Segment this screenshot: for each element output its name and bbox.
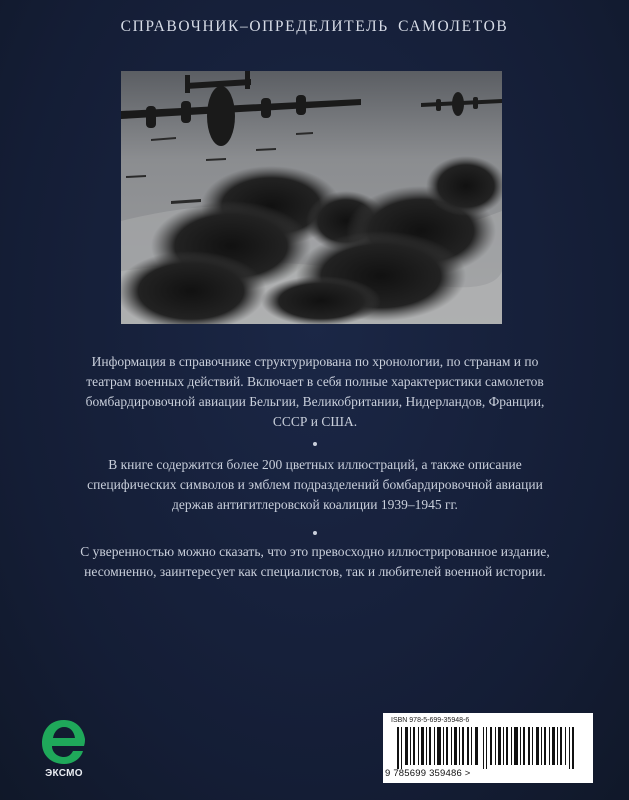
publisher-name: ЭКСМО	[45, 768, 83, 779]
cover-photo-bombers	[121, 71, 502, 324]
barcode-digits: 9 785699 359486 >	[385, 768, 471, 779]
description-paragraph: С уверенностью можно сказать, что это превосходно иллюстрированное издание, несомненно, заинтересует как специалистов, так и любителей военной истории.	[80, 544, 550, 579]
separator-dot	[313, 442, 317, 446]
eksmo-logo-icon	[33, 716, 95, 768]
publisher-logo	[33, 716, 95, 786]
description-paragraph: В книге содержится более 200 цветных иллюстраций, а также описание специфических символов и эмблем подразделений бомбардировочной авиации держав антигитлеровской коалиции 1939–1945 гг.	[87, 457, 543, 512]
barcode-icon	[397, 727, 579, 769]
isbn-barcode-block	[383, 713, 593, 783]
description-paragraph: Информация в справочнике структурирована по хронологии, по странам и по театрам военных действий. Включает в себя полные характеристики самолетов бомбардировочной авиации Бельгии, Великобритании, Нидерландов, Франции, СССР и США.	[85, 354, 545, 429]
isbn-number: ISBN 978-5-699-35948-6	[391, 717, 470, 724]
series-title: СПРАВОЧНИК–ОПРЕДЕЛИТЕЛЬ САМОЛЕТОВ	[120, 18, 509, 35]
separator-dot	[313, 531, 317, 535]
